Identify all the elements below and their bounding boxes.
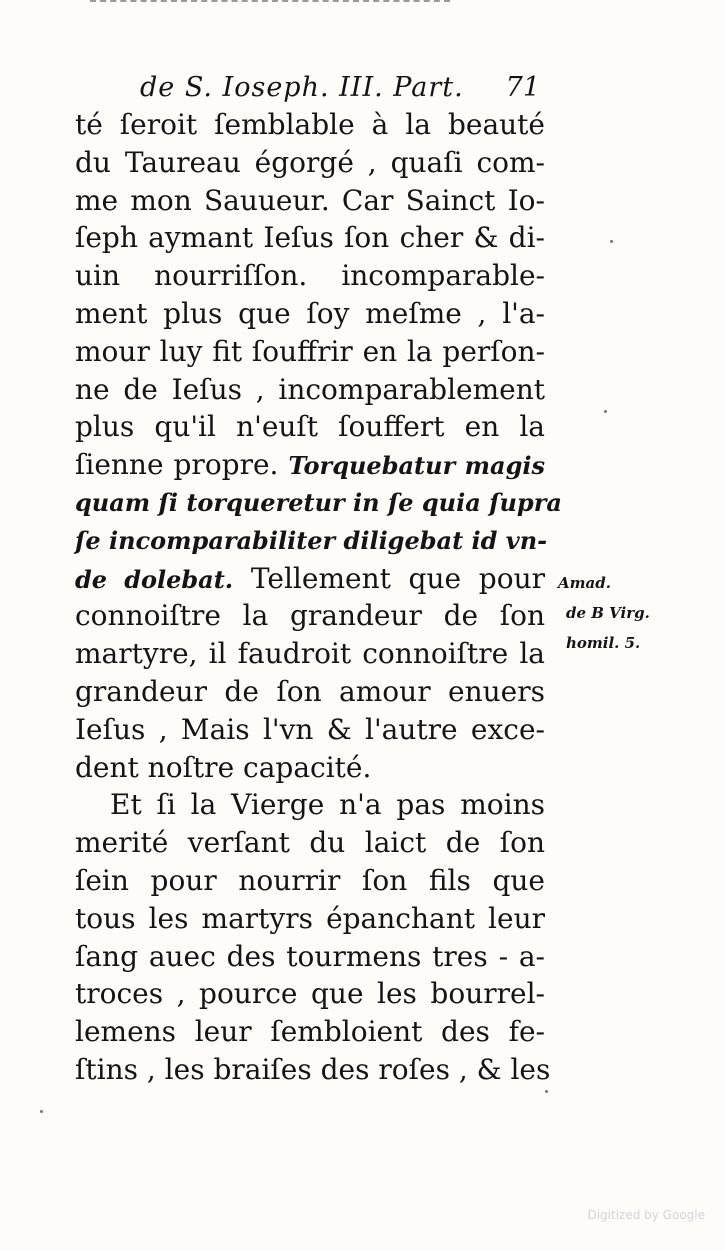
ink-speck [545, 1090, 548, 1093]
text-fragment: ſienne propre. [75, 448, 279, 482]
text-line: ne de Ieſus , incomparablement [75, 372, 545, 406]
page-number: 71 [505, 72, 540, 103]
text-line: plus qu'il n'euſt ſouffert en la [75, 410, 545, 444]
text-line: ſein pour nourrir ſon fils que [75, 863, 545, 897]
text-line: mour luy fit ſouffrir en la perſon- [75, 334, 545, 368]
margin-citation [558, 568, 668, 658]
margin-note-line: homil. 5. [566, 634, 641, 652]
main-text [75, 106, 562, 1089]
text-line-mixed [75, 446, 545, 484]
text-fragment: Tellement que pour [250, 561, 545, 595]
text-line: me mon Sauueur. Car Sainct Io- [75, 183, 545, 217]
ink-speck [40, 1110, 43, 1113]
ink-speck [604, 410, 607, 413]
digitization-watermark: Digitized by Google [587, 1208, 705, 1222]
text-line: ſeph aymant Ieſus ſon cher & di- [75, 221, 545, 255]
top-edge-rule [90, 0, 450, 10]
text-line: tous les martyrs épanchant leur [75, 901, 545, 935]
paragraph-start-line: Et ſi la Vierge n'a pas moins [110, 788, 545, 822]
running-head: de S. Ioseph. III. Part. [140, 72, 464, 103]
text-line: merité verſant du laict de ſon [75, 826, 545, 860]
text-line: uin nourriſſon. incomparable- [75, 259, 545, 293]
latin-quote-end: de dolebat. [75, 564, 234, 594]
text-line: grandeur de ſon amour enuers [75, 674, 545, 708]
latin-quote-line: ſe incomparabiliter diligebat id vn- [75, 525, 548, 555]
margin-note-line: de B Virg. [566, 604, 650, 622]
text-line: Ieſus , Mais l'vn & l'autre exce- [75, 712, 545, 746]
text-line: ſang auec des tourmens tres - a- [75, 939, 545, 973]
text-line: ſtins , les braiſes des roſes , & les [75, 1052, 551, 1086]
margin-note-line: Amad. [558, 574, 611, 592]
ink-speck [610, 240, 613, 243]
text-line: ment plus que ſoy meſme , l'a- [75, 296, 545, 330]
latin-quote-line: quam ſi torqueretur in ſe quia ſupra [75, 487, 562, 517]
latin-quote-start: Torquebatur magis [288, 451, 545, 481]
text-line: connoiſtre la grandeur de ſon [75, 599, 545, 633]
text-line: martyre, il faudroit connoiſtre la [75, 637, 545, 671]
text-line: dent noſtre capacité. [75, 750, 372, 784]
text-line-mixed [75, 560, 545, 598]
text-line: du Taureau égorgé , quaſi com- [75, 145, 545, 179]
text-line: lemens leur ſembloient des fe- [75, 1015, 545, 1049]
text-line: té ſeroit ſemblable à la beauté [75, 108, 545, 141]
text-line: troces , pource que les bourrel- [75, 977, 545, 1011]
